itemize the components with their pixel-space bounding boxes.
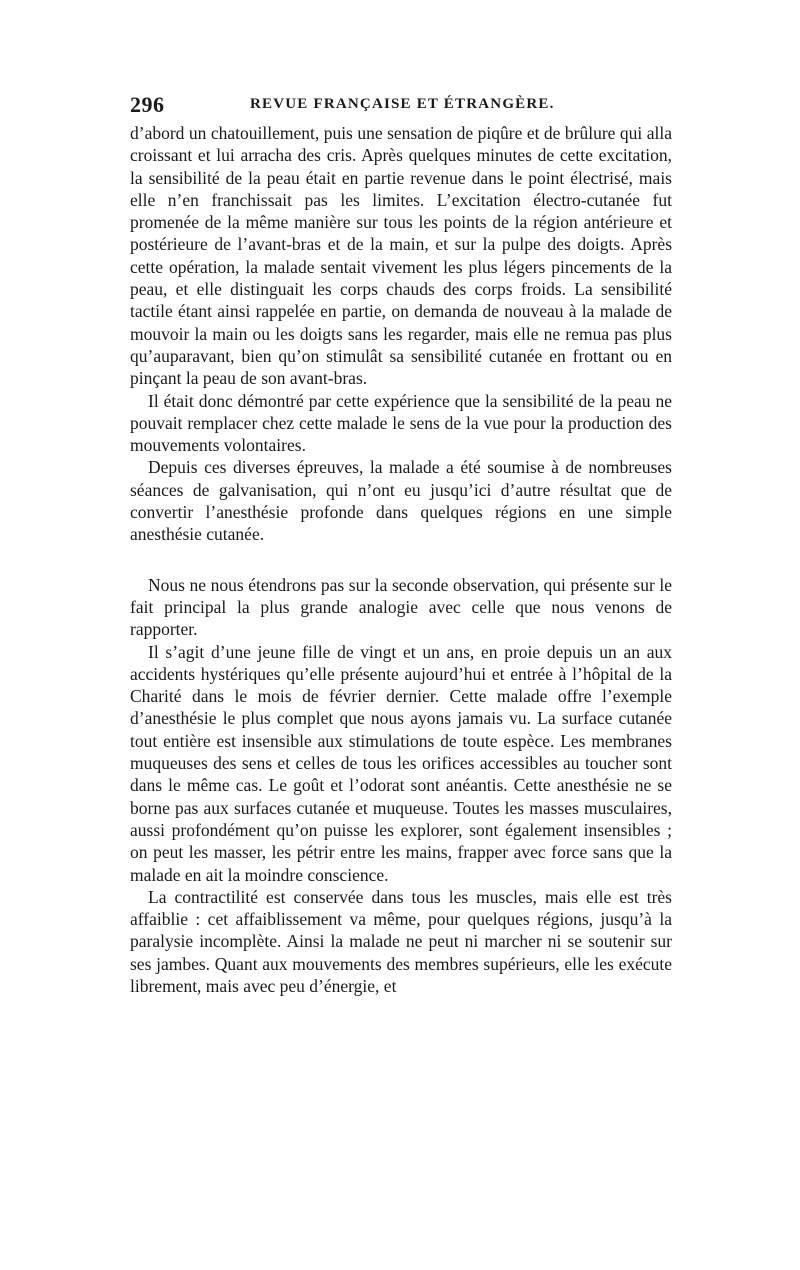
paragraph: Depuis ces diverses épreuves, la malade a été soumise à de nombreuses séances de galvanisation, qui n’ont eu jusqu’ici d’autre résultat que de convertir l’anesthésie profonde dans quelques régions en une simple anesthésie cutanée. (130, 457, 672, 545)
paragraph: La contractilité est conservée dans tous les muscles, mais elle est très affaiblie : cet affaiblissement va même, pour quelques régions, jusqu’à la paralysie incomplète. Ainsi la malade ne peut ni marcher ni se soutenir sur ses jambes. Quant aux mouvements des membres supérieurs, elle les exécute librement, mais avec peu d’énergie, et (130, 886, 672, 996)
paragraph: Nous ne nous étendrons pas sur la seconde observation, qui présente sur le fait principal la plus grande analogie avec celle que nous venons de rapporter. (130, 574, 672, 640)
page-number: 296 (130, 92, 165, 117)
book-page (130, 92, 672, 997)
section-break (130, 546, 672, 574)
paragraph: d’abord un chatouillement, puis une sensation de piqûre et de brûlure qui alla croissant et lui arracha des cris. Après quelques minutes de cette excitation, la sensibilité de la peau était en partie revenue dans le point électrisé, mais elle n’en franchissait pas les limites. L’excitation électro-cutanée fut promenée de la même manière sur tous les points de la région antérieure et postérieure de l’avant-bras et de la main, et sur la pulpe des doigts. Après cette opération, la malade sentait vivement les plus légers pincements de la peau, et elle distinguait les corps chauds des corps froids. La sensibilité tactile étant ainsi rappelée en partie, on demanda de nouveau à la malade de mouvoir la main ou les doigts sans les regarder, mais elle ne remua pas plus qu’auparavant, bien qu’on stimulât sa sensibilité cutanée en frottant ou en pinçant la peau de son avant-bras. (130, 123, 672, 389)
paragraph: Il s’agit d’une jeune fille de vingt et un ans, en proie depuis un an aux accidents hystériques qu’elle présente aujourd’hui et entrée à l’hôpital de la Charité dans le mois de février dernier. Cette malade offre l’exemple d’anesthésie le plus complet que nous ayons jamais vu. La surface cutanée tout entière est insensible aux stimulations de toute espèce. Les membranes muqueuses des sens et celles de tous les orifices accessibles au toucher sont dans le même cas. Le goût et l’odorat sont anéantis. Cette anesthésie ne se borne pas aux surfaces cutanée et muqueuse. Toutes les masses musculaires, aussi profondément qu’on puisse les explorer, sont également insensibles ; on peut les masser, les pétrir entre les mains, frapper avec force sans que la malade en ait la moindre conscience. (130, 641, 672, 885)
page-header (130, 92, 672, 118)
running-title: REVUE FRANÇAISE ET ÉTRANGÈRE. (250, 96, 555, 112)
paragraph: Il était donc démontré par cette expérience que la sensibilité de la peau ne pouvait remplacer chez cette malade le sens de la vue pour la production des mouvements volontaires. (130, 390, 672, 456)
body-text (130, 122, 672, 997)
